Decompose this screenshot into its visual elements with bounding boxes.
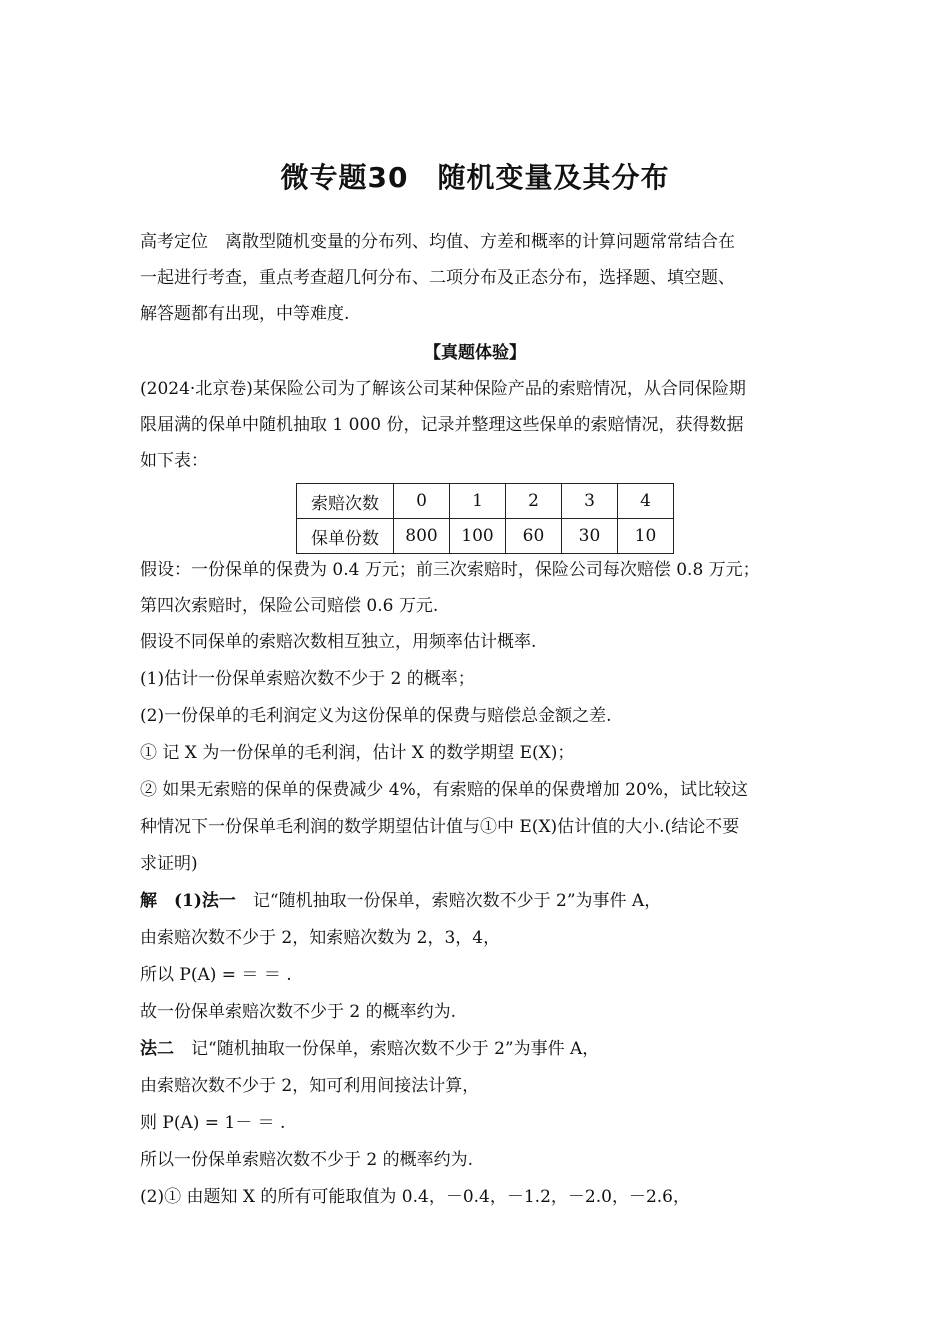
assumption-line-2: 第四次索赔时，保险公司赔偿 0.6 万元. — [140, 596, 439, 616]
method-2-text: 记“随机抽取一份保单，索赔次数不少于 2”为事件 A， — [174, 1039, 600, 1059]
page-title: 微专题30 随机变量及其分布 — [280, 161, 670, 194]
table-cell: 30 — [562, 519, 618, 554]
question-2: (2)一份保单的毛利润定义为这份保单的保费与赔偿总金额之差. — [140, 706, 612, 726]
table-cell: 100 — [450, 519, 506, 554]
question-2a: ① 记 X 为一份保单的毛利润，估计 X 的数学期望 E(X)； — [140, 743, 575, 763]
section-heading: 【真题体验】 — [424, 343, 526, 363]
table-cell: 3 — [562, 484, 618, 519]
intro-line-3: 解答题都有出现，中等难度. — [140, 304, 350, 324]
problem-line-2: 限届满的保单中随机抽取 1 000 份，记录并整理这些保单的索赔情况，获得数据 — [140, 415, 744, 435]
table-row — [297, 484, 674, 519]
solution-method-1 — [140, 891, 830, 911]
table-cell: 索赔次数 — [297, 484, 394, 519]
question-2b-line-1: ② 如果无索赔的保单的保费减少 4%，有索赔的保单的保费增加 20%，试比较这 — [140, 780, 748, 800]
table-cell: 1 — [450, 484, 506, 519]
claims-table — [296, 483, 674, 554]
table-cell: 保单份数 — [297, 519, 394, 554]
solution-part-2-line-1: (2)① 由题知 X 的所有可能取值为 0.4，－0.4，－1.2，－2.0，－2.6， — [140, 1187, 690, 1207]
method-1-label: 解 (1)法一 — [140, 891, 236, 911]
table-cell: 10 — [618, 519, 674, 554]
solution-m2-line-4: 所以一份保单索赔次数不少于 2 的概率约为. — [140, 1150, 474, 1170]
intro-line-1: 高考定位 离散型随机变量的分布列、均值、方差和概率的计算问题常常结合在 — [140, 232, 735, 252]
question-2b-line-2: 种情况下一份保单毛利润的数学期望估计值与①中 E(X)估计值的大小.(结论不要 — [140, 817, 740, 837]
assumption-line-1: 假设：一份保单的保费为 0.4 万元；前三次索赔时，保险公司每次赔偿 0.8 万元； — [140, 560, 760, 580]
solution-method-2 — [140, 1039, 830, 1059]
table-cell: 60 — [506, 519, 562, 554]
solution-m1-line-4: 故一份保单索赔次数不少于 2 的概率约为. — [140, 1002, 457, 1022]
question-1: (1)估计一份保单索赔次数不少于 2 的概率； — [140, 669, 475, 689]
assumption-line-3: 假设不同保单的索赔次数相互独立，用频率估计概率. — [140, 632, 537, 652]
table-cell: 0 — [394, 484, 450, 519]
problem-line-3: 如下表： — [140, 451, 208, 471]
solution-m2-line-3: 则 P(A) = 1－ ＝ . — [140, 1113, 286, 1133]
table-row — [297, 519, 674, 554]
solution-m2-line-2: 由索赔次数不少于 2，知可利用间接法计算， — [140, 1076, 480, 1096]
intro-line-2: 一起进行考查，重点考查超几何分布、二项分布及正态分布，选择题、填空题、 — [140, 268, 735, 288]
question-2b-line-3: 求证明) — [140, 854, 198, 874]
problem-line-1: (2024·北京卷)某保险公司为了解该公司某种保险产品的索赔情况，从合同保险期 — [140, 379, 746, 399]
method-2-label: 法二 — [140, 1039, 174, 1059]
table-cell: 4 — [618, 484, 674, 519]
table-cell: 2 — [506, 484, 562, 519]
solution-m1-line-3: 所以 P(A) = ＝ ＝ . — [140, 965, 292, 985]
method-1-text: 记“随机抽取一份保单，索赔次数不少于 2”为事件 A， — [235, 891, 662, 911]
table-cell: 800 — [394, 519, 450, 554]
solution-m1-line-2: 由索赔次数不少于 2，知索赔次数为 2，3，4， — [140, 928, 501, 948]
